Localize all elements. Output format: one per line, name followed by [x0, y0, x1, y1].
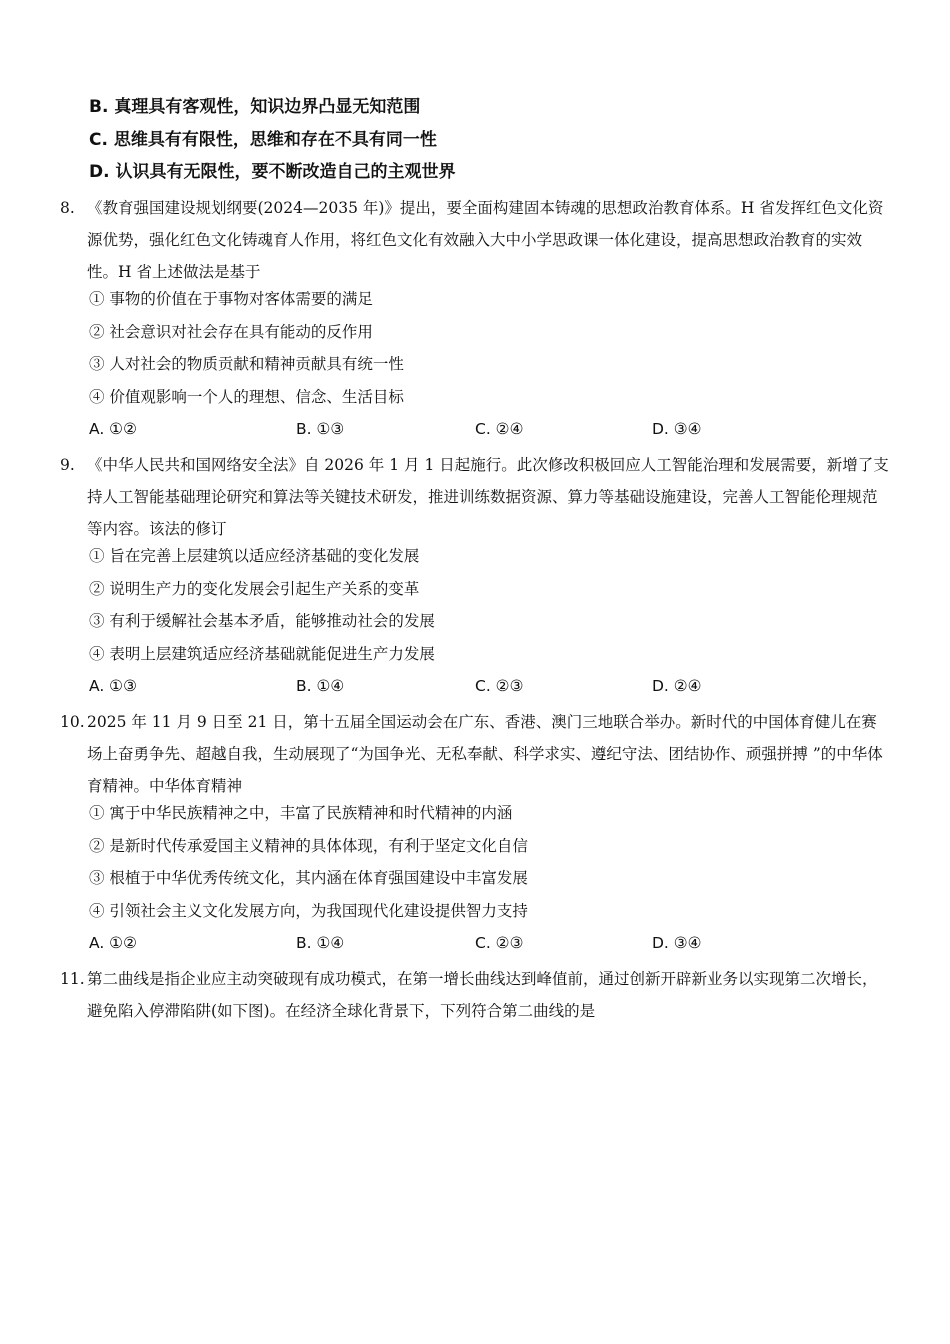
- prev-option-b: B. 真理具有客观性，知识边界凸显无知范围: [89, 97, 421, 117]
- question-8-choice-b: B. ①③: [296, 420, 345, 438]
- question-10-item-1: ① 寓于中华民族精神之中，丰富了民族精神和时代精神的内涵: [89, 804, 513, 822]
- question-9-choice-a: A. ①③: [89, 677, 137, 695]
- question-10-item-3: ③ 根植于中华优秀传统文化，其内涵在体育强国建设中丰富发展: [89, 869, 528, 887]
- question-8-item-3: ③ 人对社会的物质贡献和精神贡献具有统一性: [89, 355, 404, 373]
- question-stem: 《教育强国建设规划纲要(2024—2035 年)》提出，要全面构建固本铸魂的思想政治教育体系。H 省发挥红色文化资源优势，强化红色文化铸魂育人作用，将红色文化有效融入大中小学思政课一体化建设，提高思想政治教育的实效性。H 省上述做法是基于: [87, 199, 884, 281]
- question-8-choice-a: A. ①②: [89, 420, 137, 438]
- question-9-item-3: ③ 有利于缓解社会基本矛盾，能够推动社会的发展: [89, 612, 435, 630]
- question-8: [60, 192, 890, 288]
- question-10-choice-c: C. ②③: [475, 934, 524, 952]
- question-10-choice-b: B. ①④: [296, 934, 345, 952]
- question-number: 10.: [60, 713, 85, 731]
- question-stem: 第二曲线是指企业应主动突破现有成功模式，在第一增长曲线达到峰值前，通过创新开辟新业务以实现第二次增长，避免陷入停滞陷阱(如下图)。在经济全球化背景下，下列符合第二曲线的是: [87, 970, 878, 1020]
- question-9-choice-d: D. ②④: [652, 677, 702, 695]
- question-8-item-1: ① 事物的价值在于事物对客体需要的满足: [89, 290, 373, 308]
- question-8-item-4: ④ 价值观影响一个人的理想、信念、生活目标: [89, 388, 404, 406]
- question-number: 11.: [60, 970, 85, 988]
- question-9: [60, 449, 890, 545]
- question-9-choice-b: B. ①④: [296, 677, 345, 695]
- question-number: 9.: [60, 456, 75, 474]
- question-8-choice-c: C. ②④: [475, 420, 524, 438]
- prev-option-d: D. 认识具有无限性，要不断改造自己的主观世界: [89, 162, 456, 182]
- question-9-item-1: ① 旨在完善上层建筑以适应经济基础的变化发展: [89, 547, 420, 565]
- question-10-item-4: ④ 引领社会主义文化发展方向，为我国现代化建设提供智力支持: [89, 902, 528, 920]
- question-10-item-2: ② 是新时代传承爱国主义精神的具体体现，有利于坚定文化自信: [89, 837, 528, 855]
- question-8-item-2: ② 社会意识对社会存在具有能动的反作用: [89, 323, 373, 341]
- question-11: [60, 963, 890, 1027]
- question-10: [60, 706, 890, 802]
- question-stem: 《中华人民共和国网络安全法》自 2026 年 1 月 1 日起施行。此次修改积极回应人工智能治理和发展需要，新增了支持人工智能基础理论研究和算法等关键技术研发，推进训练数据资源、算力等基础设施建设，完善人工智能伦理规范等内容。该法的修订: [87, 456, 889, 538]
- question-9-item-2: ② 说明生产力的变化发展会引起生产关系的变革: [89, 580, 420, 598]
- question-stem: 2025 年 11 月 9 日至 21 日，第十五届全国运动会在广东、香港、澳门三地联合举办。新时代的中国体育健儿在赛场上奋勇争先、超越自我，生动展现了“为国争光、无私奉献、科学求实、遵纪守法、团结协作、顽强拼搏 ”的中华体育精神。中华体育精神: [87, 713, 883, 795]
- question-9-item-4: ④ 表明上层建筑适应经济基础就能促进生产力发展: [89, 645, 435, 663]
- question-number: 8.: [60, 199, 75, 217]
- question-10-choice-d: D. ③④: [652, 934, 702, 952]
- prev-option-c: C. 思维具有有限性，思维和存在不具有同一性: [89, 130, 437, 150]
- question-8-choice-d: D. ③④: [652, 420, 702, 438]
- question-10-choice-a: A. ①②: [89, 934, 137, 952]
- question-9-choice-c: C. ②③: [475, 677, 524, 695]
